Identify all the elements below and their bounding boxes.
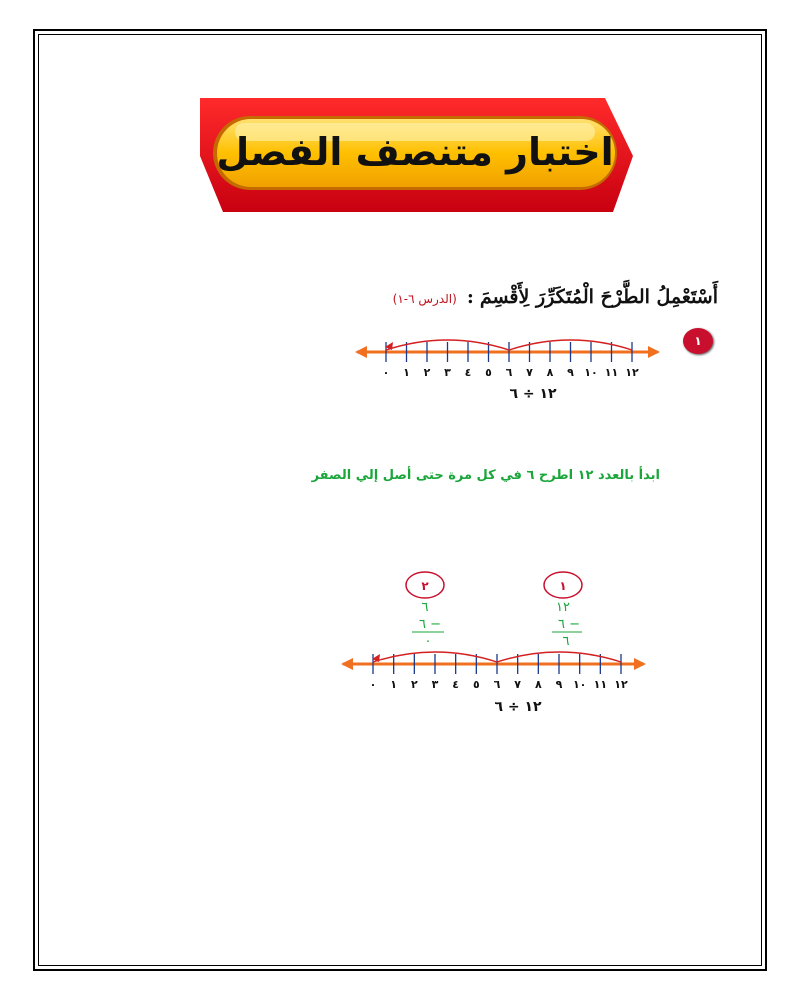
tick-label-7: ٧ (526, 366, 533, 379)
tick-label-5: ٥ (472, 678, 480, 691)
chapter-banner (195, 96, 635, 214)
tick-label-8: ٨ (534, 678, 542, 691)
hint-text: ابدأ بالعدد ١٢ اطرح ٦ في كل مرة حتى أصل إلي الصفر (311, 468, 660, 483)
tick-label-11: ١١ (593, 678, 608, 691)
tick-label-8: ٨ (546, 366, 554, 379)
step-1-label: ١ (559, 579, 567, 593)
tick-label-1: ١ (390, 678, 398, 691)
tick-label-4: ٤ (452, 678, 460, 691)
tick-label-5: ٥ (485, 366, 492, 379)
tick-label-9: ٩ (555, 678, 563, 691)
tick-label-11: ١١ (604, 366, 619, 379)
step-2-subtrahend: ٦ − (418, 617, 442, 632)
lesson-reference: (الدرس ٦-١) (392, 292, 457, 306)
question-number-badge: ١ (683, 328, 713, 354)
tick-label-3: ٣ (431, 678, 439, 691)
step-1-subtrahend: ٦ − (557, 617, 581, 632)
tick-label-10: ١٠ (572, 678, 587, 691)
tick-label-3: ٣ (444, 366, 451, 379)
tick-label-0: ٠ (382, 366, 390, 379)
tick-label-2: ٢ (410, 678, 418, 691)
step-1-minuend: ١٢ (556, 600, 570, 615)
step-2-minuend: ٦ (421, 600, 429, 615)
tick-label-4: ٤ (464, 366, 472, 379)
question-heading (393, 286, 718, 308)
heading-colon: : (466, 286, 474, 308)
division-expression: ١٢ ÷ ٦ (494, 699, 542, 715)
tick-label-1: ١ (403, 366, 410, 379)
tick-label-12: ١٢ (614, 678, 628, 691)
question-text: أَسْتَعْمِلُ الطَّرْحَ الْمُتَكَرِّرَ لِأَقْسِمَ (479, 286, 718, 308)
tick-label-6: ٦ (505, 366, 513, 379)
step-1-result: ٦ (562, 634, 570, 649)
tick-label-2: ٢ (423, 366, 431, 379)
tick-label-7: ٧ (514, 678, 522, 691)
tick-label-12: ١٢ (625, 366, 639, 379)
tick-label-9: ٩ (567, 366, 574, 379)
tick-label-6: ٦ (493, 678, 501, 691)
banner-title: اختبار متنصف الفصل (216, 130, 614, 174)
tick-label-0: ٠ (369, 678, 377, 691)
step-2-label: ٢ (421, 579, 429, 593)
tick-label-10: ١٠ (584, 366, 598, 379)
step-2-result: ٠ (424, 634, 432, 649)
division-expression: ١٢ ÷ ٦ (509, 386, 557, 402)
